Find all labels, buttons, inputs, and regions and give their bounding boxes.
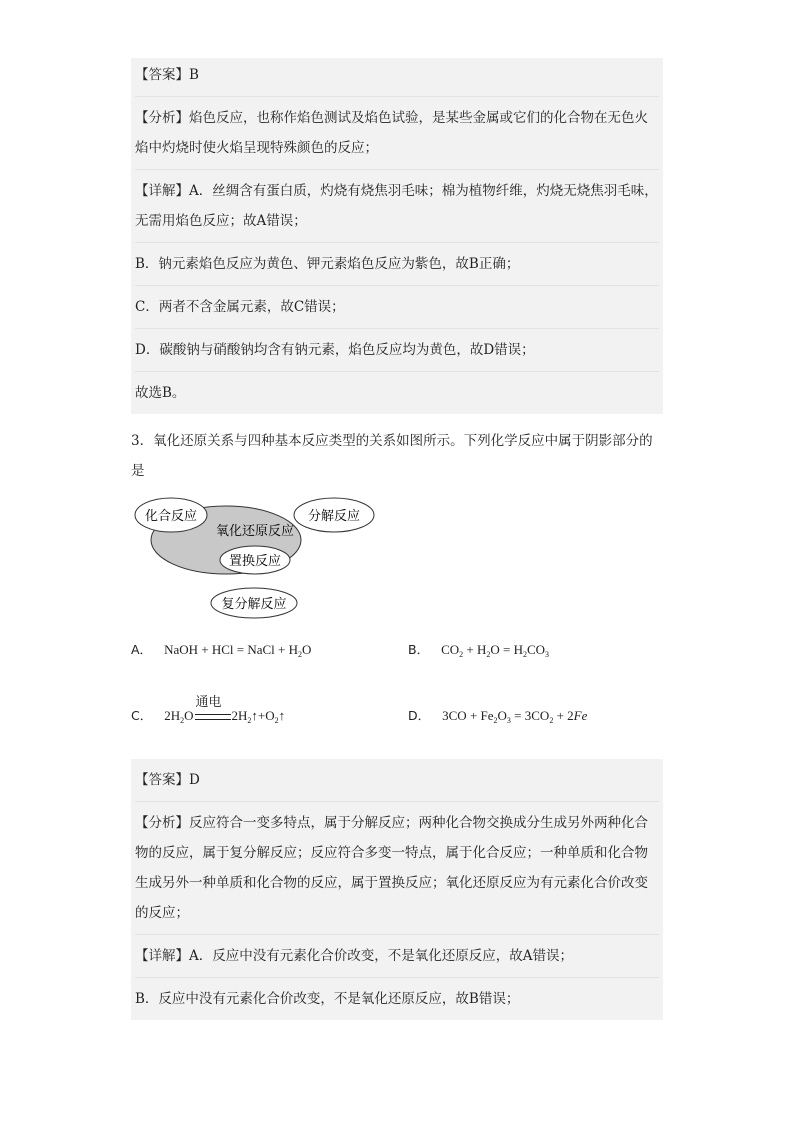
detail-b: B．钠元素焰色反应为黄色、钾元素焰色反应为紫色，故B正确；: [135, 256, 520, 272]
conclusion-text: 故选B。: [135, 385, 186, 401]
option-a-label: A．: [131, 642, 153, 657]
answer-block-1: [131, 58, 663, 414]
option-a-equation: NaOH + HCl = NaCl + $H_2O$: [164, 642, 312, 659]
decomposition-label: 分解反应: [307, 509, 361, 524]
option-b-equation: $CO_2 + H_2O = H_2CO_3$: [441, 642, 550, 659]
option-d[interactable]: [408, 706, 587, 725]
detail-text: 【详解】A．丝绸含有蛋白质，灼烧有烧焦羽毛味；棉为植物纤维，灼烧无烧焦羽毛味，无需用焰色反应；故A错误；: [135, 183, 658, 229]
venn-svg: [131, 490, 381, 620]
answer-block-2: [131, 759, 663, 1020]
option-a[interactable]: [131, 640, 311, 659]
page-content: [131, 58, 663, 1020]
double-decomposition-label: 复分解反应: [221, 597, 287, 612]
option-d-equation: $3CO + Fe_2O_3 = 3CO_2 + 2Fe$: [442, 708, 588, 725]
answer-label-2: 【答案】D: [135, 772, 200, 788]
displacement-label: 置换反应: [228, 554, 282, 569]
analysis-text: 【分析】焰色反应，也称作焰色测试及焰色试验，是某些金属或它们的化合物在无色火焰中灼烧时使火焰呈现特殊颜色的反应；: [135, 110, 648, 156]
detail-d: D．碳酸钠与硝酸钠均含有钠元素，焰色反应均为黄色，故D错误；: [135, 342, 535, 358]
detail-c: C．两者不含金属元素，故C错误；: [135, 299, 345, 315]
answer-label: 【答案】B: [135, 67, 199, 83]
reaction-venn-diagram: [131, 490, 663, 620]
redox-label: 氧化还原反应: [215, 524, 295, 539]
option-b-label: B．: [408, 642, 430, 657]
option-c-equation: $2H_2O$ 通电 $2H_2↑+O_2↑$: [164, 708, 285, 723]
electrolysis-condition: 通电: [195, 695, 222, 710]
option-b[interactable]: [408, 640, 549, 659]
detail-b-2: B．反应中没有元素化合价改变，不是氧化还原反应，故B错误；: [135, 991, 520, 1007]
analysis-text-2: 【分析】反应符合一变多特点，属于分解反应；两种化合物交换成分生成另外两种化合物的反应，属于复分解反应；反应符合多变一特点，属于化合反应；一种单质和化合物生成另外一种单质和化合物的反应，属于置换反应；氧化还原反应为有元素化合价改变的反应；: [135, 815, 648, 921]
answer-options: [131, 624, 663, 759]
option-c-label: C．: [131, 708, 153, 723]
option-d-label: D．: [408, 708, 431, 723]
question-text: 3．氧化还原关系与四种基本反应类型的关系如图所示。下列化学反应中属于阴影部分的是: [131, 433, 653, 479]
combination-label: 化合反应: [144, 509, 198, 524]
option-c[interactable]: [131, 695, 286, 725]
detail-text-2: 【详解】A．反应中没有元素化合价改变，不是氧化还原反应，故A错误；: [135, 948, 573, 964]
